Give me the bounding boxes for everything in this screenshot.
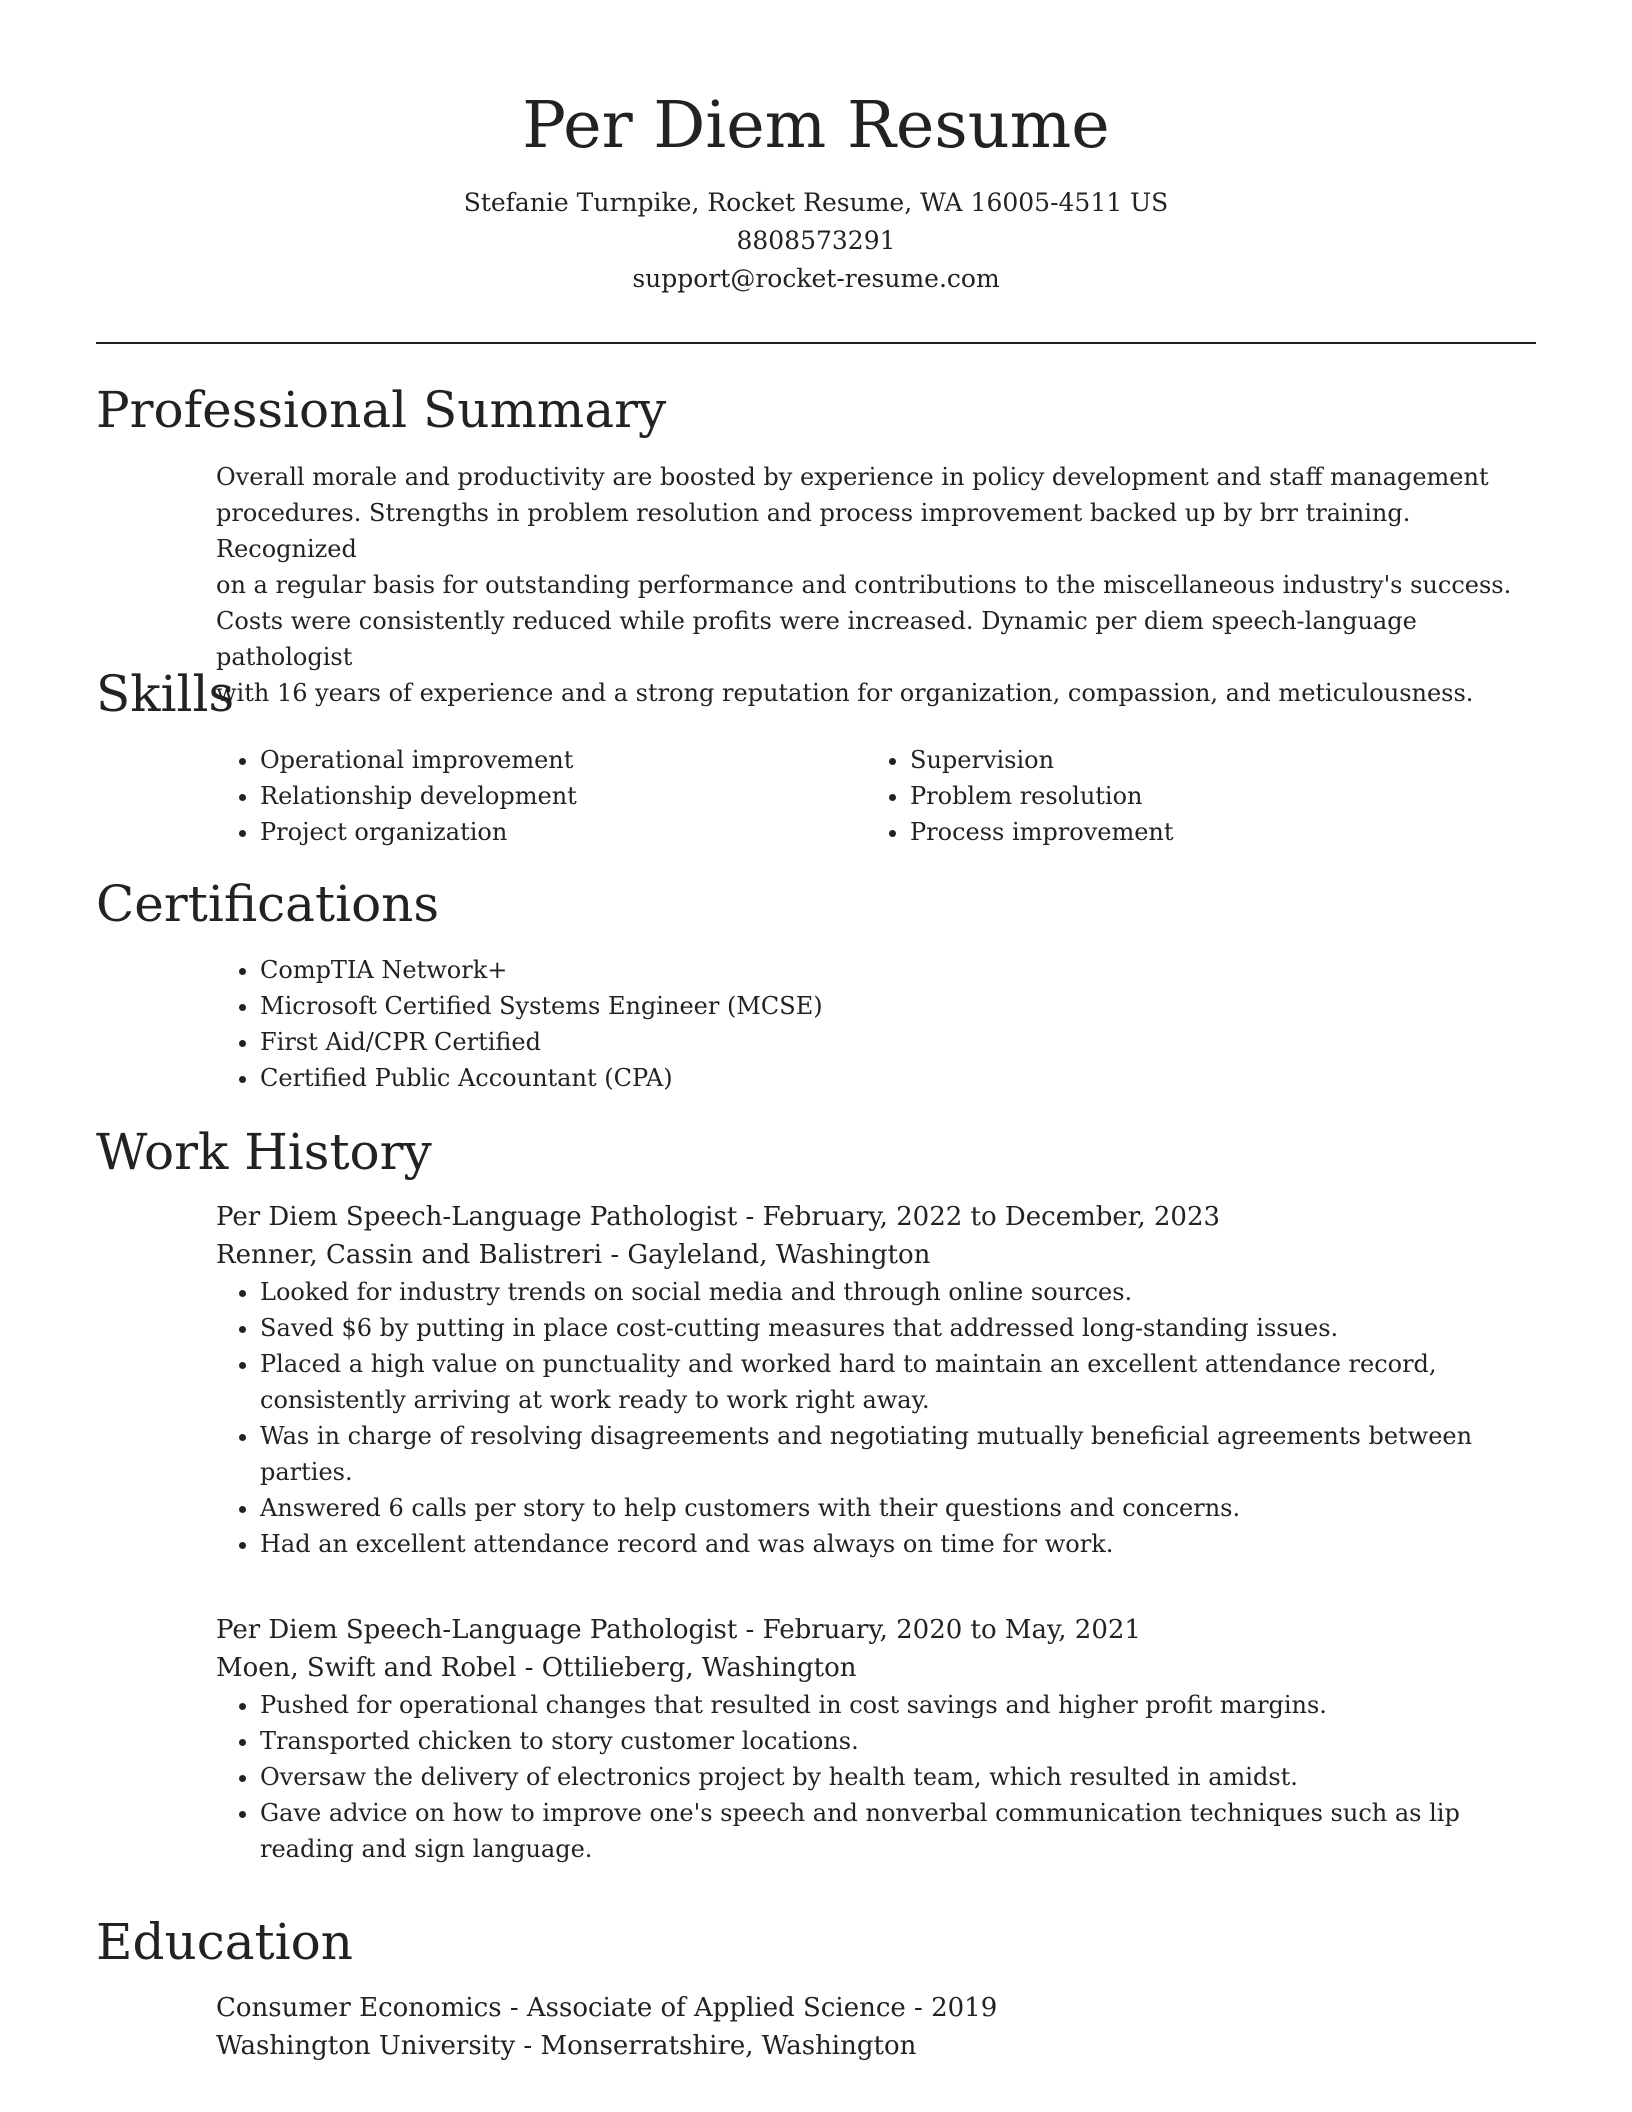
education-degree-line: Consumer Economics - Associate of Applied Science - 2019 xyxy=(216,1993,998,2023)
job-duties-list xyxy=(216,1687,1536,1867)
document-title: Per Diem Resume xyxy=(522,88,1110,163)
job-duty-item: • Had an excellent attendance record and was always on time for work. xyxy=(260,1526,1536,1562)
certification-item: • Microsoft Certified Systems Engineer (MCSE) xyxy=(260,988,1536,1024)
summary-heading: Professional Summary xyxy=(96,381,667,439)
job-duty-item: • Gave advice on how to improve one's speech and nonverbal communication techniques such as lip reading and sign language. xyxy=(260,1795,1536,1867)
header-divider xyxy=(96,342,1536,344)
certifications-list xyxy=(216,952,1536,1096)
summary-text xyxy=(216,459,1536,711)
skill-item: • Relationship development xyxy=(260,778,866,814)
job-title-line: Per Diem Speech-Language Pathologist - February, 2022 to December, 2023 xyxy=(216,1202,1221,1232)
certification-item: • First Aid/CPR Certified xyxy=(260,1024,1536,1060)
certifications-heading: Certifications xyxy=(96,875,440,933)
resume-header xyxy=(96,82,1536,298)
summary-line: with 16 years of experience and a strong reputation for organization, compassion, and meticulousness. xyxy=(216,679,1474,707)
summary-line: procedures. Strengths in problem resolution and process improvement backed up by brr training. Recognized xyxy=(216,499,1411,563)
job-company-line: Renner, Cassin and Balistreri - Gayleland, Washington xyxy=(216,1240,931,1270)
skill-item: • Problem resolution xyxy=(910,778,1516,814)
skills-grid xyxy=(216,742,1536,850)
contact-email: support@rocket-resume.com xyxy=(632,264,1000,293)
skill-item: • Supervision xyxy=(910,742,1516,778)
job-duty-item: • Pushed for operational changes that resulted in cost savings and higher profit margins. xyxy=(260,1687,1536,1723)
skills-column-left xyxy=(216,742,866,850)
summary-block xyxy=(216,459,1536,711)
summary-line: Overall morale and productivity are boosted by experience in policy development and staff management xyxy=(216,463,1489,491)
job-entry xyxy=(216,1611,1536,1867)
job-duty-item: • Saved $6 by putting in place cost-cutting measures that addressed long-standing issues. xyxy=(260,1310,1536,1346)
contact-info xyxy=(96,184,1536,298)
job-duty-item: • Looked for industry trends on social media and through online sources. xyxy=(260,1274,1536,1310)
certification-item: • Certified Public Accountant (CPA) xyxy=(260,1060,1536,1096)
contact-address: Stefanie Turnpike, Rocket Resume, WA 16005-4511 US xyxy=(463,188,1169,217)
skills-column-right xyxy=(866,742,1516,850)
education-heading: Education xyxy=(96,1913,353,1971)
skills-block xyxy=(216,742,1536,850)
skill-item: • Process improvement xyxy=(910,814,1516,850)
work-history-heading: Work History xyxy=(96,1123,432,1181)
skills-list-left xyxy=(216,742,866,850)
summary-line: on a regular basis for outstanding performance and contributions to the miscellaneous industry's success. xyxy=(216,571,1512,599)
skills-list-right xyxy=(866,742,1516,850)
skill-item: • Operational improvement xyxy=(260,742,866,778)
job-company-line: Moen, Swift and Robel - Ottilieberg, Washington xyxy=(216,1653,857,1683)
job-title-line: Per Diem Speech-Language Pathologist - February, 2020 to May, 2021 xyxy=(216,1615,1141,1645)
skill-item: • Project organization xyxy=(260,814,866,850)
certification-item: • CompTIA Network+ xyxy=(260,952,1536,988)
certifications-block xyxy=(216,952,1536,1096)
contact-phone: 8808573291 xyxy=(736,226,896,255)
summary-line: Costs were consistently reduced while profits were increased. Dynamic per diem speech-language pathologist xyxy=(216,607,1417,671)
job-duty-item: • Oversaw the delivery of electronics project by health team, which resulted in amidst. xyxy=(260,1759,1536,1795)
job-duty-item: • Answered 6 calls per story to help customers with their questions and concerns. xyxy=(260,1490,1536,1526)
job-duty-item: • Was in charge of resolving disagreements and negotiating mutually beneficial agreements between parties. xyxy=(260,1418,1536,1490)
job-entry xyxy=(216,1198,1536,1562)
skills-heading: Skills xyxy=(96,665,235,723)
job-duty-item: • Transported chicken to story customer locations. xyxy=(260,1723,1536,1759)
job-duties-list xyxy=(216,1274,1536,1562)
job-duty-item: • Placed a high value on punctuality and worked hard to maintain an excellent attendance record, consistently arriving at work ready to work right away. xyxy=(260,1346,1536,1418)
education-school-line: Washington University - Monserratshire, Washington xyxy=(216,2031,917,2061)
education-block xyxy=(216,1989,1536,2065)
